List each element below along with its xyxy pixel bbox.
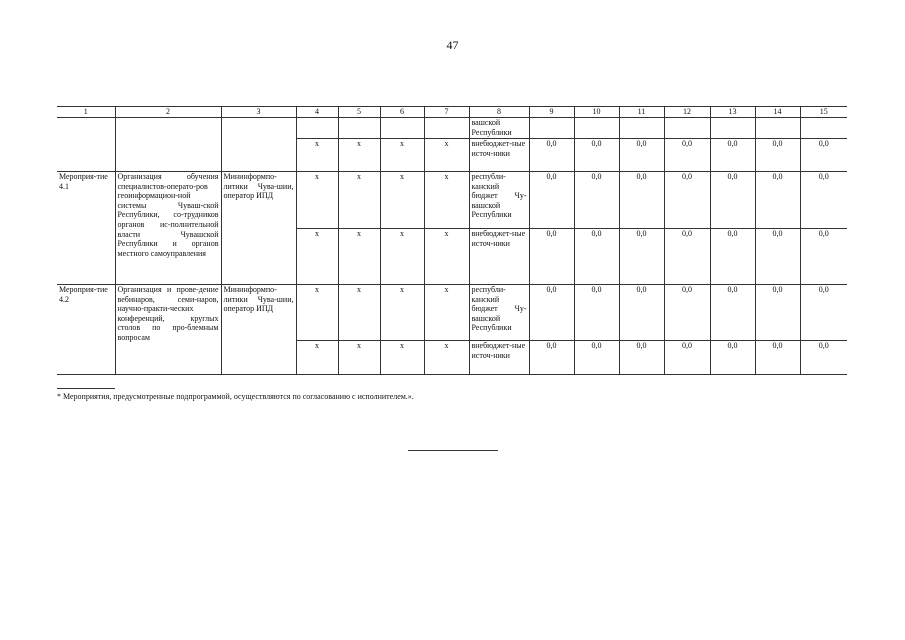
value-cell: 0,0	[664, 172, 710, 229]
value-cell: 0,0	[755, 341, 800, 375]
value-cell: 0,0	[664, 139, 710, 172]
cell	[221, 229, 296, 285]
cell: х	[296, 285, 338, 341]
col-number: 14	[755, 107, 800, 118]
funding-source: внебюджет-ные источ-ники	[469, 341, 529, 375]
col-number: 3	[221, 107, 296, 118]
cell: х	[380, 285, 424, 341]
cell: х	[424, 172, 469, 229]
value-cell: 0,0	[529, 172, 574, 229]
cell: х	[380, 229, 424, 285]
col-number: 8	[469, 107, 529, 118]
value-cell: 0,0	[619, 139, 664, 172]
value-cell: 0,0	[619, 285, 664, 341]
cell	[529, 118, 574, 139]
cell	[115, 118, 221, 172]
table-row	[57, 285, 847, 341]
col-number: 12	[664, 107, 710, 118]
end-divider	[408, 450, 498, 451]
value-cell: 0,0	[800, 172, 847, 229]
value-cell: 0,0	[619, 341, 664, 375]
cell: х	[338, 139, 380, 172]
value-cell: 0,0	[574, 172, 619, 229]
column-numbers-row	[57, 107, 847, 118]
executor: Мининформпо-литики Чува-шии, оператор ИПД	[221, 285, 296, 341]
funding-source: внебюджет-ные источ-ники	[469, 229, 529, 285]
footnote-divider	[57, 388, 115, 389]
cell	[221, 341, 296, 375]
executor: Мининформпо-литики Чува-шии, оператор ИПД	[221, 172, 296, 229]
cell	[380, 118, 424, 139]
col-number: 13	[710, 107, 755, 118]
value-cell: 0,0	[574, 229, 619, 285]
funding-source: республи-канский бюджет Чу-вашской Республики	[469, 285, 529, 341]
cell: х	[338, 172, 380, 229]
table-row	[57, 118, 847, 139]
col-number: 9	[529, 107, 574, 118]
value-cell: 0,0	[710, 341, 755, 375]
value-cell: 0,0	[664, 341, 710, 375]
budget-table	[57, 106, 847, 375]
value-cell: 0,0	[574, 341, 619, 375]
cell	[619, 118, 664, 139]
cell	[574, 118, 619, 139]
footnote: * Мероприятия, предусмотренные подпрограммой, осуществляются по согласованию с исполнителем.».	[57, 392, 414, 401]
value-cell: 0,0	[529, 229, 574, 285]
value-cell: 0,0	[800, 285, 847, 341]
value-cell: 0,0	[574, 285, 619, 341]
col-number: 4	[296, 107, 338, 118]
col-number: 7	[424, 107, 469, 118]
cell	[338, 118, 380, 139]
value-cell: 0,0	[529, 341, 574, 375]
measure-code: Мероприя-тие 4.2	[57, 285, 115, 375]
value-cell: 0,0	[800, 341, 847, 375]
value-cell: 0,0	[664, 229, 710, 285]
col-number: 10	[574, 107, 619, 118]
cell	[424, 118, 469, 139]
cell: х	[424, 229, 469, 285]
value-cell: 0,0	[710, 285, 755, 341]
cell	[664, 118, 710, 139]
table-row	[57, 172, 847, 229]
value-cell: 0,0	[755, 139, 800, 172]
cell: х	[296, 341, 338, 375]
cell: х	[380, 341, 424, 375]
cell: х	[338, 285, 380, 341]
value-cell: 0,0	[710, 229, 755, 285]
value-cell: 0,0	[664, 285, 710, 341]
col-number: 2	[115, 107, 221, 118]
cell	[800, 118, 847, 139]
cell	[755, 118, 800, 139]
measure-name: Организация и прове-дение вебинаров, семи-наров, научно-практи-ческих конференций, круглых столов по про-блемным вопросам	[115, 285, 221, 375]
funding-source: вашской Республики	[469, 118, 529, 139]
col-number: 6	[380, 107, 424, 118]
cell	[221, 118, 296, 172]
value-cell: 0,0	[755, 172, 800, 229]
value-cell: 0,0	[755, 285, 800, 341]
cell: х	[424, 139, 469, 172]
cell: х	[296, 139, 338, 172]
col-number: 15	[800, 107, 847, 118]
value-cell: 0,0	[710, 172, 755, 229]
cell: х	[424, 341, 469, 375]
value-cell: 0,0	[800, 139, 847, 172]
value-cell: 0,0	[755, 229, 800, 285]
measure-name: Организация обучения специалистов-операто-ров геоинформацион-ной системы Чуваш-ской Республики, со-трудников органов ис-полнительной власти Чувашской Республики и органов местного самоуправления	[115, 172, 221, 285]
cell	[710, 118, 755, 139]
funding-source: республи-канский бюджет Чу-вашской Республики	[469, 172, 529, 229]
value-cell: 0,0	[529, 285, 574, 341]
cell: х	[424, 285, 469, 341]
value-cell: 0,0	[619, 172, 664, 229]
cell: х	[338, 341, 380, 375]
value-cell: 0,0	[800, 229, 847, 285]
measure-code: Мероприя-тие 4.1	[57, 172, 115, 285]
cell: х	[380, 172, 424, 229]
col-number: 5	[338, 107, 380, 118]
cell: х	[296, 229, 338, 285]
cell: х	[338, 229, 380, 285]
cell: х	[296, 172, 338, 229]
col-number: 11	[619, 107, 664, 118]
col-number: 1	[57, 107, 115, 118]
cell	[57, 118, 115, 172]
value-cell: 0,0	[529, 139, 574, 172]
page-number: 47	[446, 38, 459, 52]
cell: х	[380, 139, 424, 172]
funding-source: внебюджет-ные источ-ники	[469, 139, 529, 172]
value-cell: 0,0	[619, 229, 664, 285]
value-cell: 0,0	[710, 139, 755, 172]
value-cell: 0,0	[574, 139, 619, 172]
cell	[296, 118, 338, 139]
